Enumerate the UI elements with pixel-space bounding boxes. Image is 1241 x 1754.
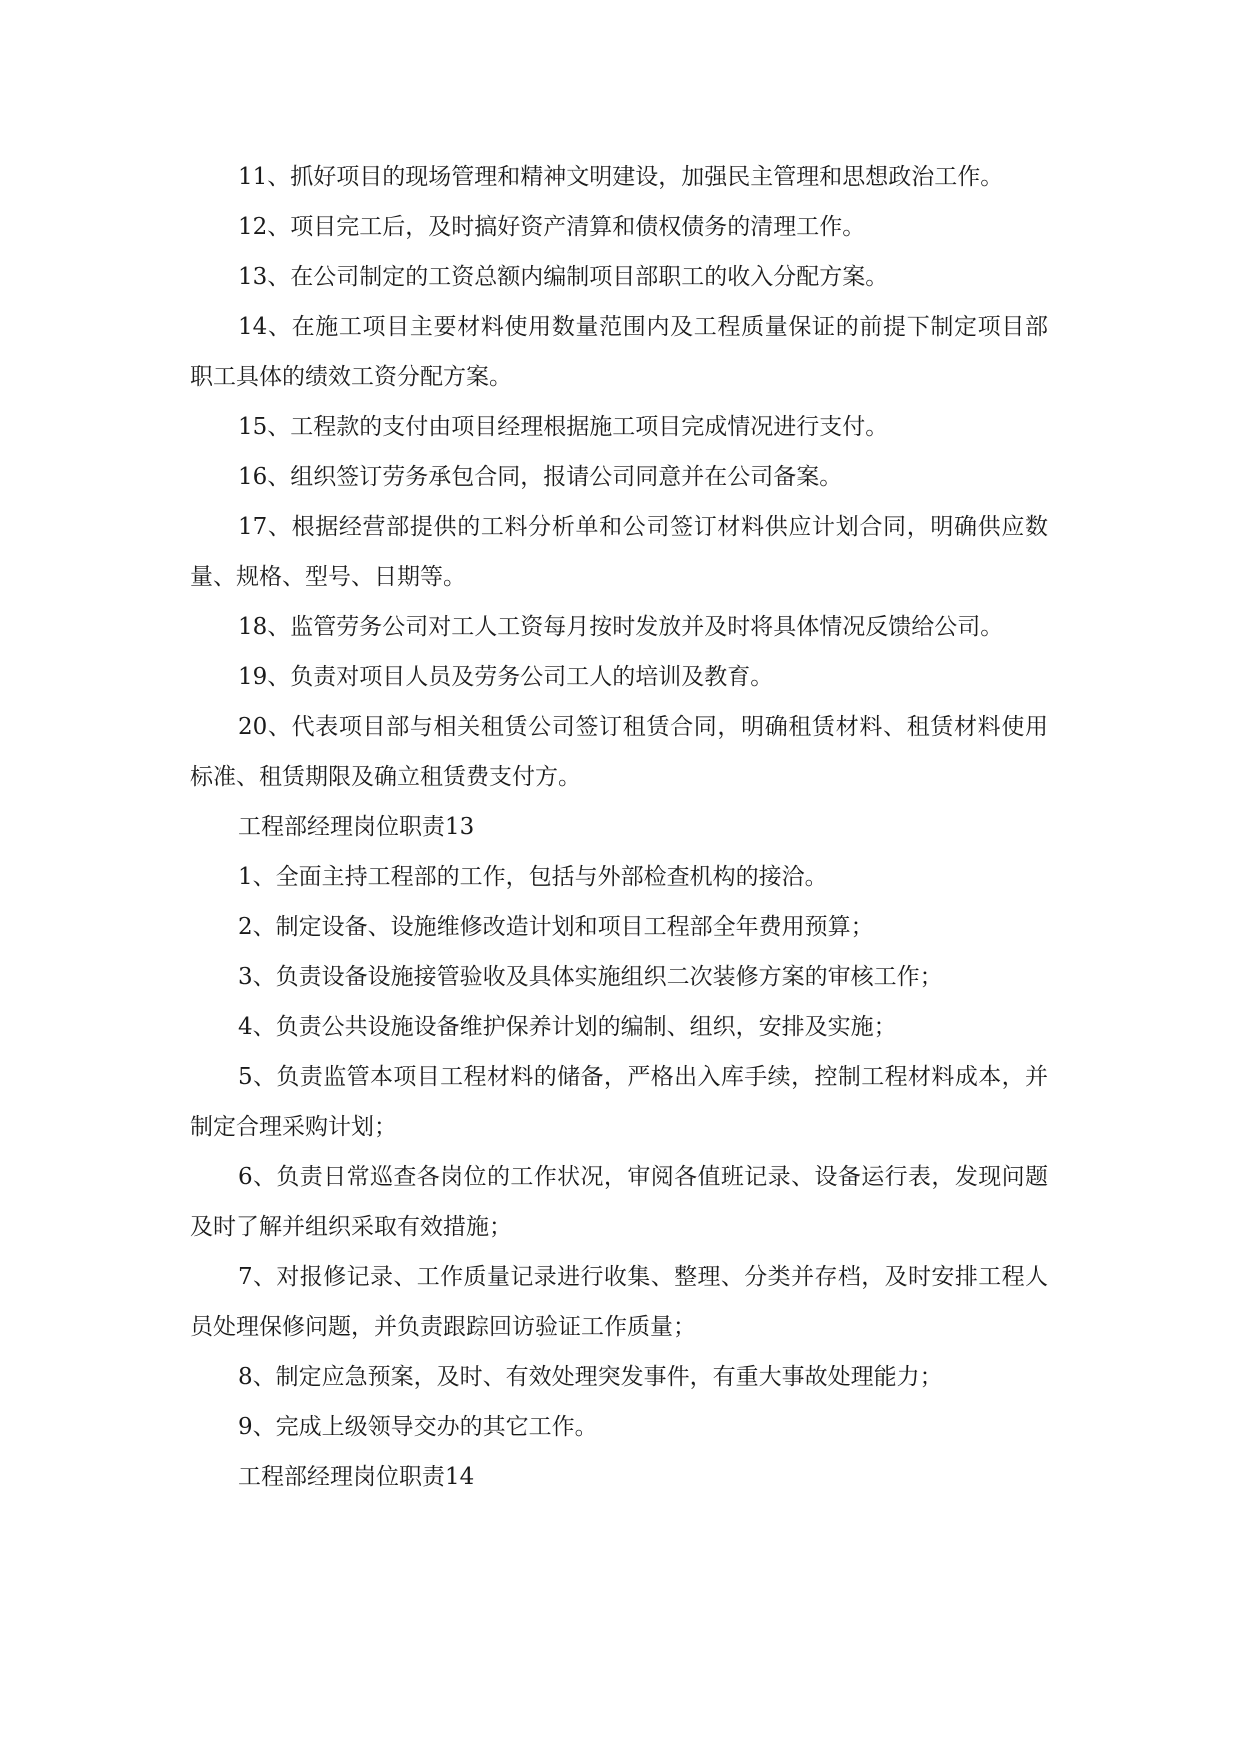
paragraph-item-11: 11、抓好项目的现场管理和精神文明建设，加强民主管理和思想政治工作。 <box>238 164 1004 190</box>
paragraph-item-16: 16、组织签订劳务承包合同，报请公司同意并在公司备案。 <box>238 464 843 490</box>
document-body <box>190 152 1048 1502</box>
paragraph-item-20: 20、代表项目部与相关租赁公司签订租赁合同，明确租赁材料、租赁材料使用标准、租赁期限及确立租赁费支付方。 <box>190 714 1048 790</box>
paragraph-item-9: 9、完成上级领导交办的其它工作。 <box>238 1414 598 1440</box>
section-heading-14: 工程部经理岗位职责14 <box>238 1464 475 1490</box>
paragraph-item-15: 15、工程款的支付由项目经理根据施工项目完成情况进行支付。 <box>238 414 889 440</box>
paragraph-item-3: 3、负责设备设施接管验收及具体实施组织二次装修方案的审核工作； <box>238 964 943 990</box>
paragraph-item-14: 14、在施工项目主要材料使用数量范围内及工程质量保证的前提下制定项目部职工具体的绩效工资分配方案。 <box>190 314 1048 390</box>
paragraph-item-12: 12、项目完工后，及时搞好资产清算和债权债务的清理工作。 <box>238 214 866 240</box>
paragraph-item-17: 17、根据经营部提供的工料分析单和公司签订材料供应计划合同，明确供应数量、规格、型号、日期等。 <box>190 514 1048 590</box>
paragraph-item-19: 19、负责对项目人员及劳务公司工人的培训及教育。 <box>238 664 774 690</box>
paragraph-item-8: 8、制定应急预案，及时、有效处理突发事件，有重大事故处理能力； <box>238 1364 943 1390</box>
paragraph-item-1: 1、全面主持工程部的工作，包括与外部检查机构的接洽。 <box>238 864 828 890</box>
paragraph-item-2: 2、制定设备、设施维修改造计划和项目工程部全年费用预算； <box>238 914 874 940</box>
paragraph-item-6: 6、负责日常巡查各岗位的工作状况，审阅各值班记录、设备运行表，发现问题及时了解并组织采取有效措施； <box>190 1164 1048 1240</box>
paragraph-item-4: 4、负责公共设施设备维护保养计划的编制、组织，安排及实施； <box>238 1014 897 1040</box>
paragraph-item-7: 7、对报修记录、工作质量记录进行收集、整理、分类并存档，及时安排工程人员处理保修问题，并负责跟踪回访验证工作质量； <box>190 1264 1048 1340</box>
paragraph-item-5: 5、负责监管本项目工程材料的储备，严格出入库手续，控制工程材料成本，并制定合理采购计划； <box>190 1064 1048 1140</box>
section-heading-13: 工程部经理岗位职责13 <box>238 814 475 840</box>
paragraph-item-18: 18、监管劳务公司对工人工资每月按时发放并及时将具体情况反馈给公司。 <box>238 614 1004 640</box>
paragraph-item-13: 13、在公司制定的工资总额内编制项目部职工的收入分配方案。 <box>238 264 889 290</box>
